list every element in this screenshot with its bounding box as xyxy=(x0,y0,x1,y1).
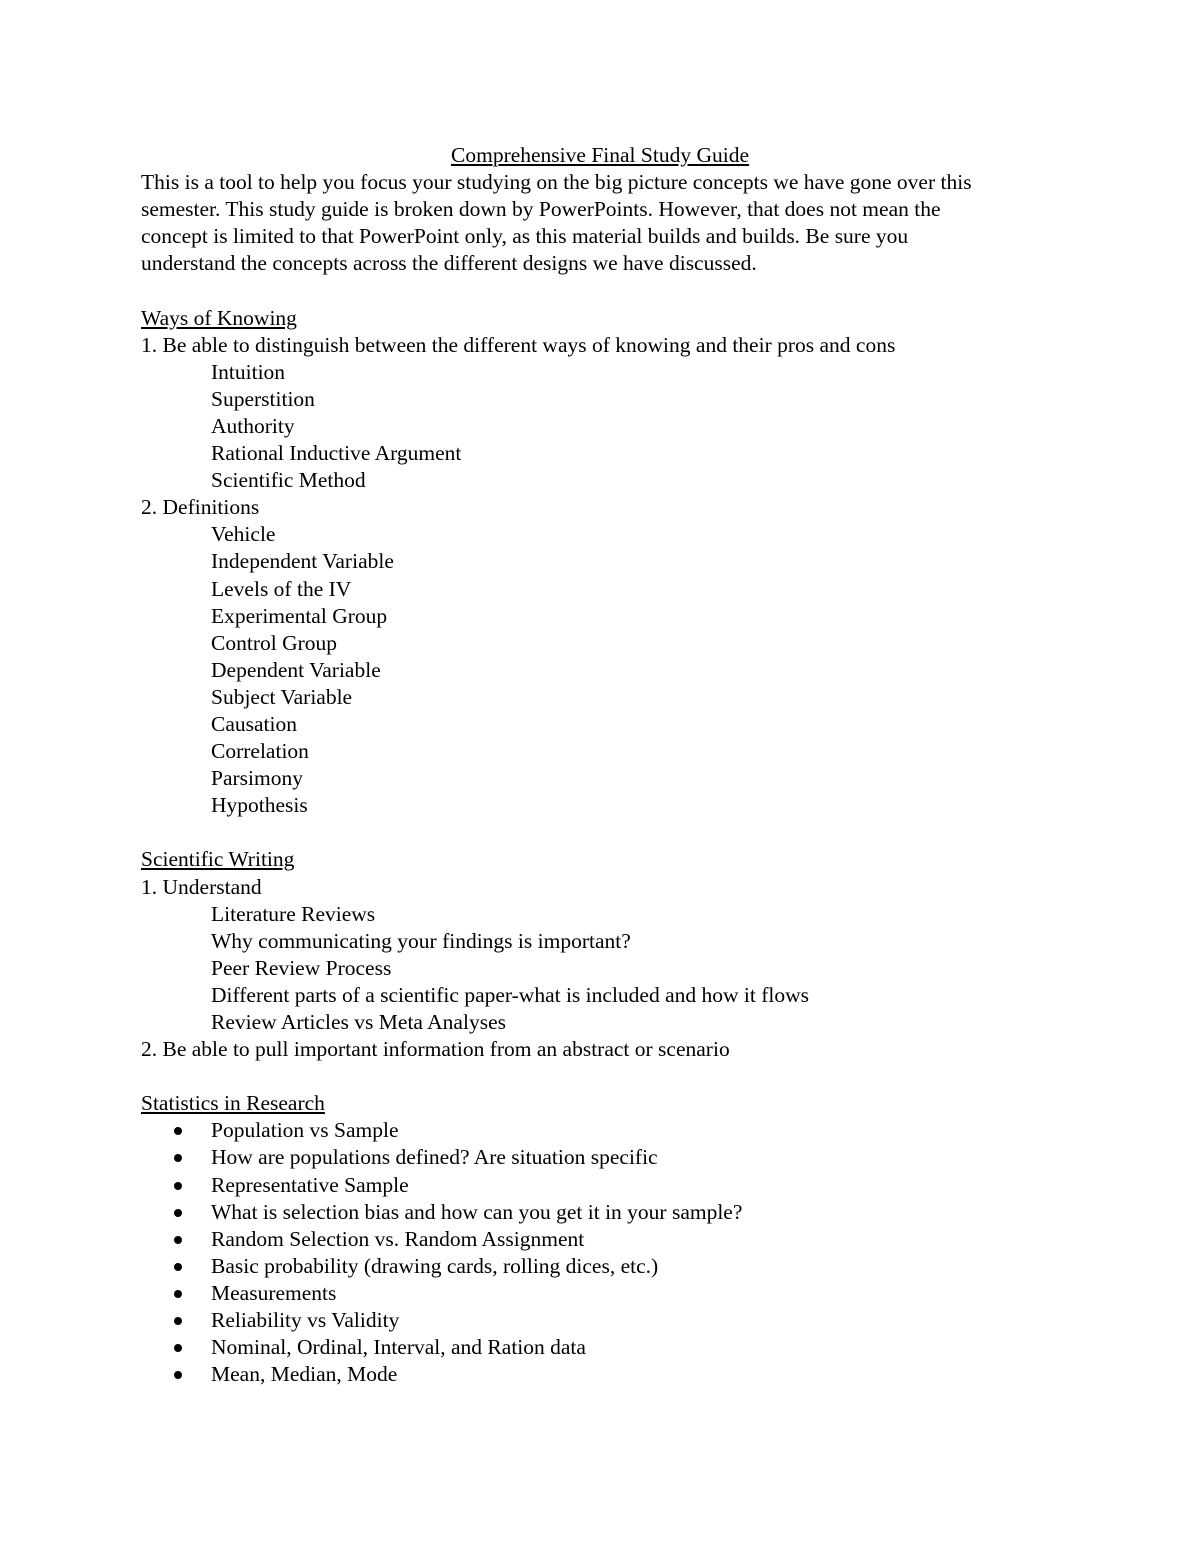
intro-line: semester. This study guide is broken down by PowerPoints. However, that does not mean the xyxy=(141,197,941,222)
bullet-item xyxy=(141,1334,1061,1361)
sub-item: Review Articles vs Meta Analyses xyxy=(211,1010,506,1034)
bullet-item xyxy=(141,1144,1061,1171)
bullet-text: Reliability vs Validity xyxy=(211,1308,400,1333)
bullet-text: Random Selection vs. Random Assignment xyxy=(211,1226,585,1251)
sub-item: Experimental Group xyxy=(211,603,388,628)
section-ways-of-knowing xyxy=(141,305,1061,820)
spacer xyxy=(141,1063,1061,1090)
sub-item: Vehicle xyxy=(211,522,276,547)
sub-item: Peer Review Process xyxy=(211,955,392,980)
bullet-icon xyxy=(174,1290,182,1298)
sub-item: Dependent Variable xyxy=(211,657,381,682)
section-scientific-writing xyxy=(141,846,1061,1063)
intro-line: This is a tool to help you focus your studying on the big picture concepts we have gone over this xyxy=(141,170,972,195)
numbered-item: 1. Be able to distinguish between the different ways of knowing and their pros and cons xyxy=(141,332,896,357)
numbered-item: 1. Understand xyxy=(141,874,262,899)
numbered-item: 2. Be able to pull important information from an abstract or scenario xyxy=(141,1037,730,1062)
sub-item: Intuition xyxy=(211,359,286,384)
bullet-icon xyxy=(174,1236,182,1244)
sub-item: Scientific Method xyxy=(211,468,366,493)
bullet-item xyxy=(141,1226,1061,1253)
sub-item: Superstition xyxy=(211,386,315,411)
section-heading: Statistics in Research xyxy=(141,1091,325,1116)
bullet-icon xyxy=(174,1209,182,1217)
bullet-icon xyxy=(174,1154,182,1162)
bullet-item xyxy=(141,1172,1061,1199)
sub-item: Why communicating your findings is important? xyxy=(211,928,631,953)
numbered-item: 2. Definitions xyxy=(141,495,260,520)
spacer xyxy=(141,819,1061,846)
sub-item: Rational Inductive Argument xyxy=(211,441,462,466)
sub-item: Independent Variable xyxy=(211,549,394,574)
spacer xyxy=(141,277,1061,304)
sub-item: Authority xyxy=(211,413,295,438)
bullet-text: How are populations defined? Are situation specific xyxy=(211,1145,658,1170)
sub-item: Control Group xyxy=(211,630,338,655)
bullet-text: Mean, Median, Mode xyxy=(211,1362,398,1387)
bullet-icon xyxy=(174,1317,182,1325)
section-heading: Scientific Writing xyxy=(141,847,295,872)
bullet-item xyxy=(141,1199,1061,1226)
bullet-icon xyxy=(174,1371,182,1379)
bullet-text: Nominal, Ordinal, Interval, and Ration data xyxy=(211,1335,586,1360)
section-heading: Ways of Knowing xyxy=(141,305,297,330)
bullet-item xyxy=(141,1280,1061,1307)
bullet-icon xyxy=(174,1344,182,1352)
sub-item: Causation xyxy=(211,711,297,736)
bullet-icon xyxy=(174,1182,182,1190)
sub-item: Literature Reviews xyxy=(211,901,376,926)
bullet-item xyxy=(141,1361,1061,1388)
intro-paragraph xyxy=(141,169,1061,277)
sub-item: Levels of the IV xyxy=(211,576,352,601)
intro-line: concept is limited to that PowerPoint only, as this material builds and builds. Be sure you xyxy=(141,224,909,249)
sub-item: Hypothesis xyxy=(211,793,308,818)
bullet-icon xyxy=(174,1127,182,1135)
bullet-text: Basic probability (drawing cards, rolling dices, etc.) xyxy=(211,1253,659,1278)
sub-item: Different parts of a scientific paper-what is included and how it flows xyxy=(211,982,810,1007)
sub-item: Subject Variable xyxy=(211,684,353,709)
intro-line: understand the concepts across the different designs we have discussed. xyxy=(141,251,757,276)
sub-item: Correlation xyxy=(211,739,309,764)
bullet-text: Representative Sample xyxy=(211,1172,409,1197)
bullet-icon xyxy=(174,1263,182,1271)
bullet-item xyxy=(141,1253,1061,1280)
bullet-text: What is selection bias and how can you get it in your sample? xyxy=(211,1199,743,1224)
document-title: Comprehensive Final Study Guide xyxy=(451,143,749,167)
section-statistics xyxy=(141,1090,1061,1388)
bullet-item xyxy=(141,1307,1061,1334)
bullet-item xyxy=(141,1117,1061,1144)
bullet-text: Population vs Sample xyxy=(211,1118,399,1143)
document-page xyxy=(141,142,1061,1388)
sub-item: Parsimony xyxy=(211,766,303,791)
bullet-text: Measurements xyxy=(211,1280,337,1305)
